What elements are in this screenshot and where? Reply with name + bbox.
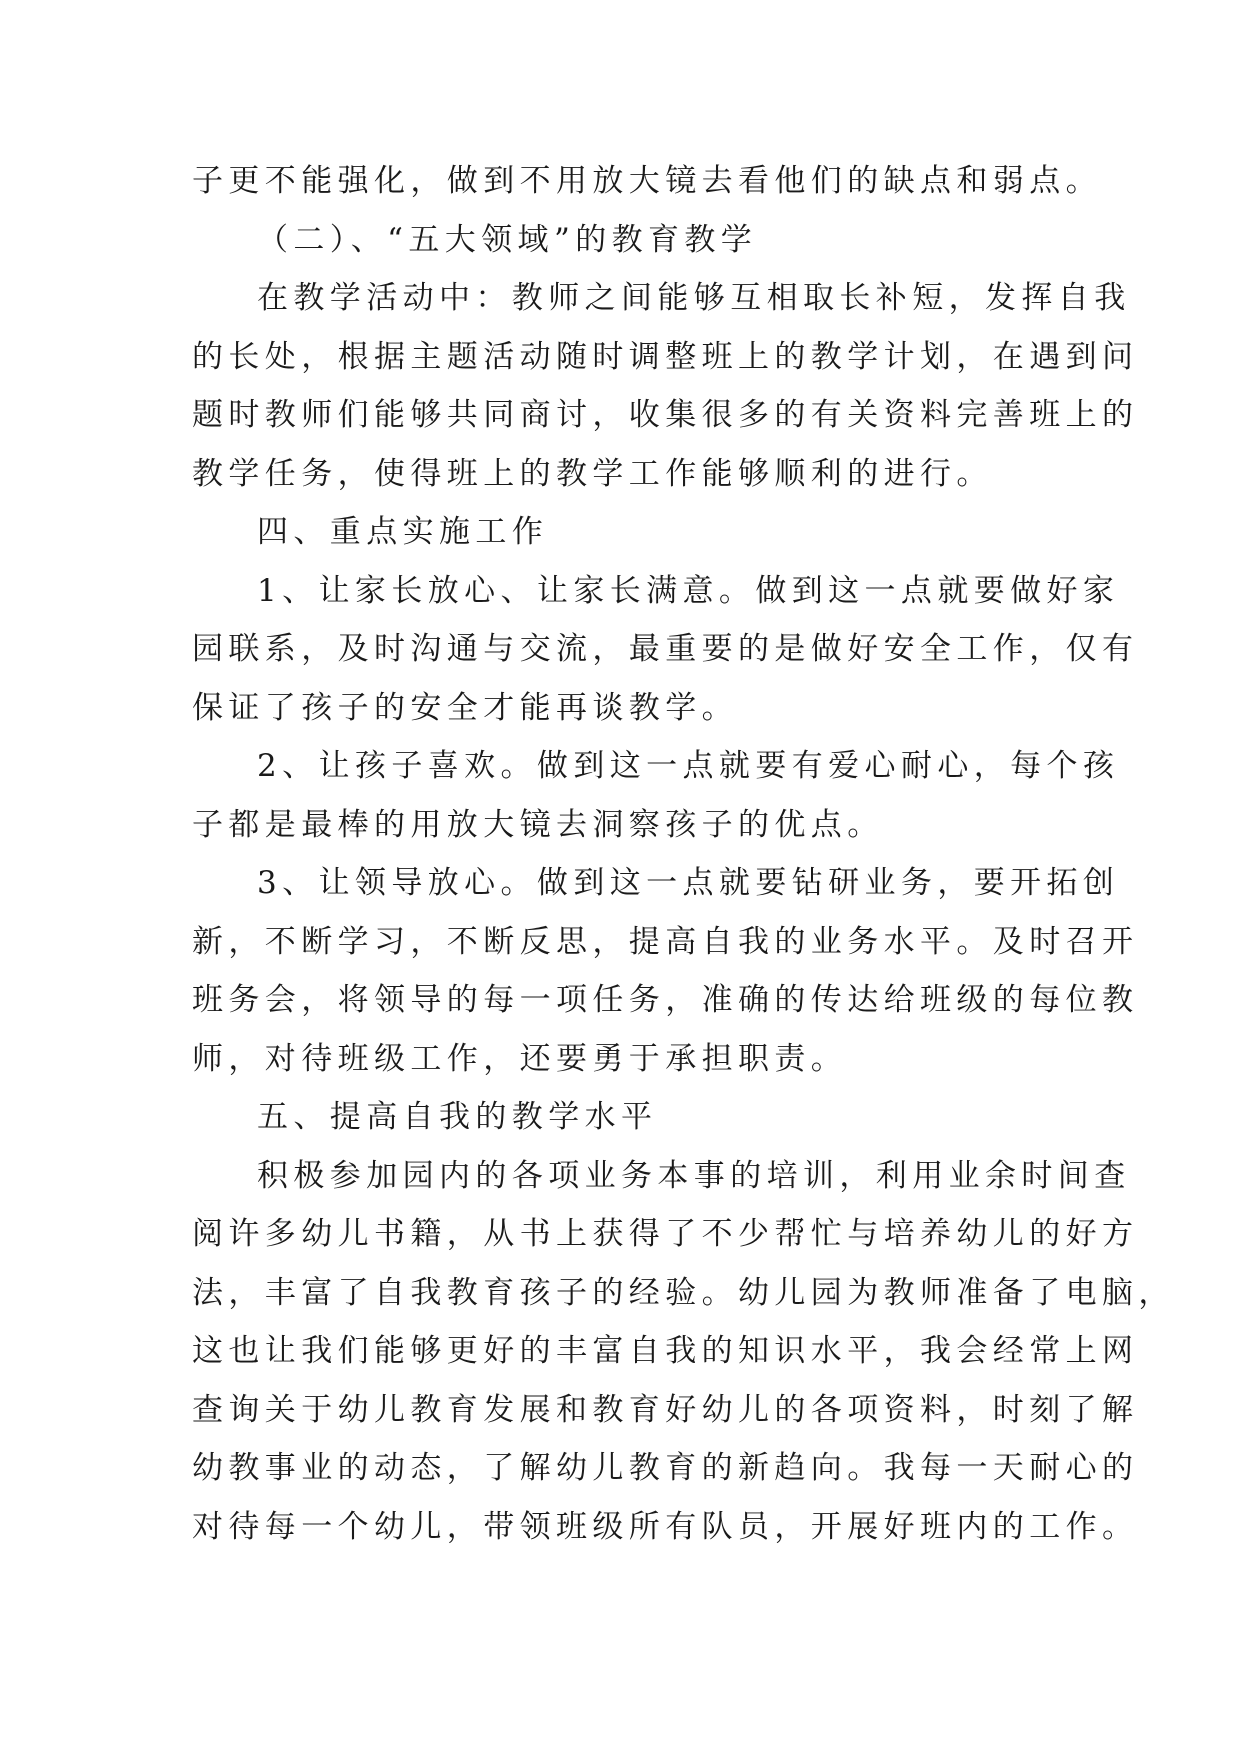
text-line: 子更不能强化，做到不用放大镜去看他们的缺点和弱点。 — [192, 163, 1102, 199]
text-line: 阅许多幼儿书籍，从书上获得了不少帮忙与培养幼儿的好方 — [192, 1216, 1139, 1252]
text-line: 这也让我们能够更好的丰富自我的知识水平，我会经常上网 — [192, 1333, 1139, 1369]
text-line: 园联系，及时沟通与交流，最重要的是做好安全工作，仅有 — [192, 631, 1139, 667]
text-line: 幼教事业的动态，了解幼儿教育的新趋向。我每一天耐心的 — [192, 1450, 1139, 1486]
text-line: 积极参加园内的各项业务本事的培训，利用业余时间查 — [257, 1157, 1131, 1194]
text-line: 新，不断学习，不断反思，提高自我的业务水平。及时召开 — [192, 923, 1139, 960]
text-line: 班务会，将领导的每一项任务，准确的传达给班级的每位教 — [192, 982, 1139, 1018]
body-text — [192, 152, 1175, 1556]
text-line: 对待每一个幼儿，带领班级所有队员，开展好班内的工作。 — [192, 1508, 1139, 1545]
text-line: 查询关于幼儿教育发展和教育好幼儿的各项资料，时刻了解 — [192, 1391, 1139, 1428]
text-line: 四、重点实施工作 — [257, 514, 549, 550]
text-line: 师，对待班级工作，还要勇于承担职责。 — [192, 1040, 848, 1077]
text-line: 题时教师们能够共同商讨，收集很多的有关资料完善班上的 — [192, 397, 1139, 433]
text-line: 保证了孩子的安全才能再谈教学。 — [192, 689, 738, 726]
text-line: 教学任务，使得班上的教学工作能够顺利的进行。 — [192, 455, 993, 492]
text-line: 法，丰富了自我教育孩子的经验。幼儿园为教师准备了电脑， — [192, 1274, 1175, 1311]
text-line: 在教学活动中：教师之间能够互相取长补短，发挥自我 — [257, 280, 1131, 316]
text-line: 2、让孩子喜欢。做到这一点就要有爱心耐心，每个孩 — [257, 748, 1120, 784]
text-line: 1、让家长放心、让家长满意。做到这一点就要做好家 — [257, 572, 1120, 609]
text-line: 子都是最棒的用放大镜去洞察孩子的优点。 — [192, 806, 884, 843]
text-line: 3、让领导放心。做到这一点就要钻研业务，要开拓创 — [257, 865, 1120, 901]
text-line: 五、提高自我的教学水平 — [257, 1099, 658, 1135]
text-line: 的长处，根据主题活动随时调整班上的教学计划，在遇到问 — [192, 338, 1139, 375]
text-line: （二）、“五大领域”的教育教学 — [257, 221, 758, 258]
